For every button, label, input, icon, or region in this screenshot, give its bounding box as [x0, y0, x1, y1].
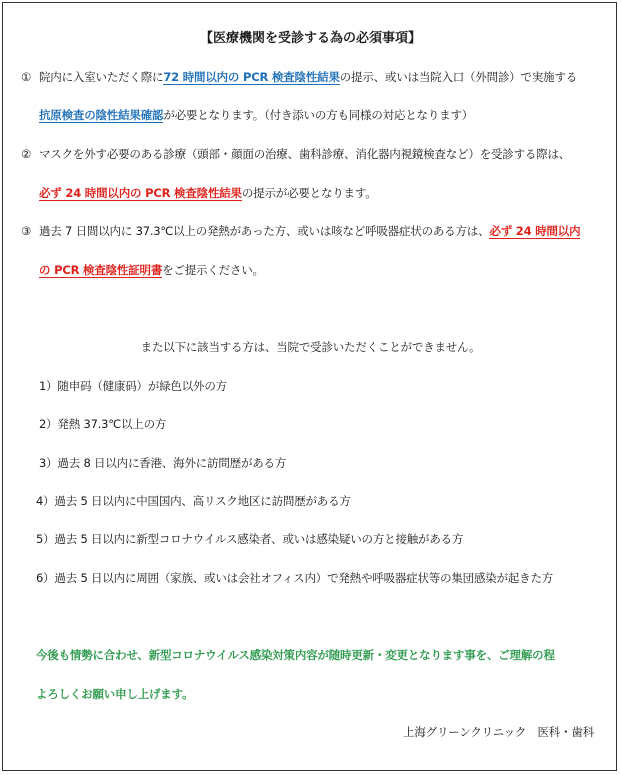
item-3-number: ③ [21, 224, 32, 238]
condition-2: 2）発熱 37.3℃以上の方 [39, 417, 167, 431]
refusal-notice: また以下に該当する方は、当院で受診いただくことができません。 [140, 340, 481, 354]
item-2-line-2 [39, 185, 377, 201]
item-3-line-1 [21, 223, 580, 239]
item-2-line-1 [21, 146, 570, 162]
condition-5: 5）過去 5 日以内に新型コロナウイルス感染者、或いは感染疑いの方と接触がある方 [36, 532, 464, 546]
item-1-text-end: が必要となります。（付き添いの方も同様の対応となります） [163, 108, 474, 122]
closing-line-2: よろしくお願い申し上げます。 [36, 687, 194, 701]
item-1-line-1 [21, 69, 577, 85]
item-1-number: ① [21, 70, 32, 84]
item-1-text-c: の提示、或いは当院入口（外問診）で実施する [339, 70, 578, 84]
condition-6: 6）過去 5 日以内に周囲（家族、或いは会社オフィス内）で発熱や呼吸器症状等の集団感染が起きた方 [36, 571, 554, 585]
item-1-text-a: 院内に入室いただく際に [39, 70, 164, 84]
item-1-highlight-pcr-72h: 72 時間以内の PCR 検査陰性結果 [163, 70, 340, 84]
condition-4: 4）過去 5 日以内に中国国内、高リスク地区に訪問歴がある方 [36, 494, 351, 508]
clinic-signature: 上海グリーンクリニック 医科・歯科 [403, 725, 594, 739]
closing-line-1: 今後も情勢に合わせ、新型コロナウイルス感染対策内容が随時更新・変更となります事を、ご理解の程 [36, 648, 555, 662]
document-title: 【医療機関を受診する為の必須事項】 [199, 31, 421, 46]
item-2-text-a: マスクを外す必要のある診療（頭部・顔面の治療、歯科診療、消化器内視鏡検査など）を受診する際は、 [39, 147, 571, 161]
item-3-highlight-24h: 必ず 24 時間以内 [489, 224, 581, 238]
item-2-number: ② [21, 147, 32, 161]
item-3-text-end: をご提示ください。 [162, 263, 264, 277]
item-3-text-a: 過去 7 日間以内に 37.3℃以上の発熱があった方、或いは咳など呼吸器症状のある方は、 [39, 224, 490, 238]
item-2-text-end: の提示が必要となります。 [241, 186, 377, 200]
condition-3: 3）過去 8 日以内に香港、海外に訪問歴がある方 [39, 456, 287, 470]
item-3-highlight-certificate: の PCR 検査陰性証明書 [39, 263, 163, 277]
item-1-highlight-antigen: 抗原検査の陰性結果確認 [39, 108, 164, 122]
item-2-highlight-pcr-24h: 必ず 24 時間以内の PCR 検査陰性結果 [39, 186, 242, 200]
condition-1: 1）随申码（健康码）が緑色以外の方 [39, 379, 227, 393]
item-1-line-2 [39, 107, 473, 123]
document-frame [2, 2, 617, 771]
item-3-line-2 [39, 262, 264, 278]
